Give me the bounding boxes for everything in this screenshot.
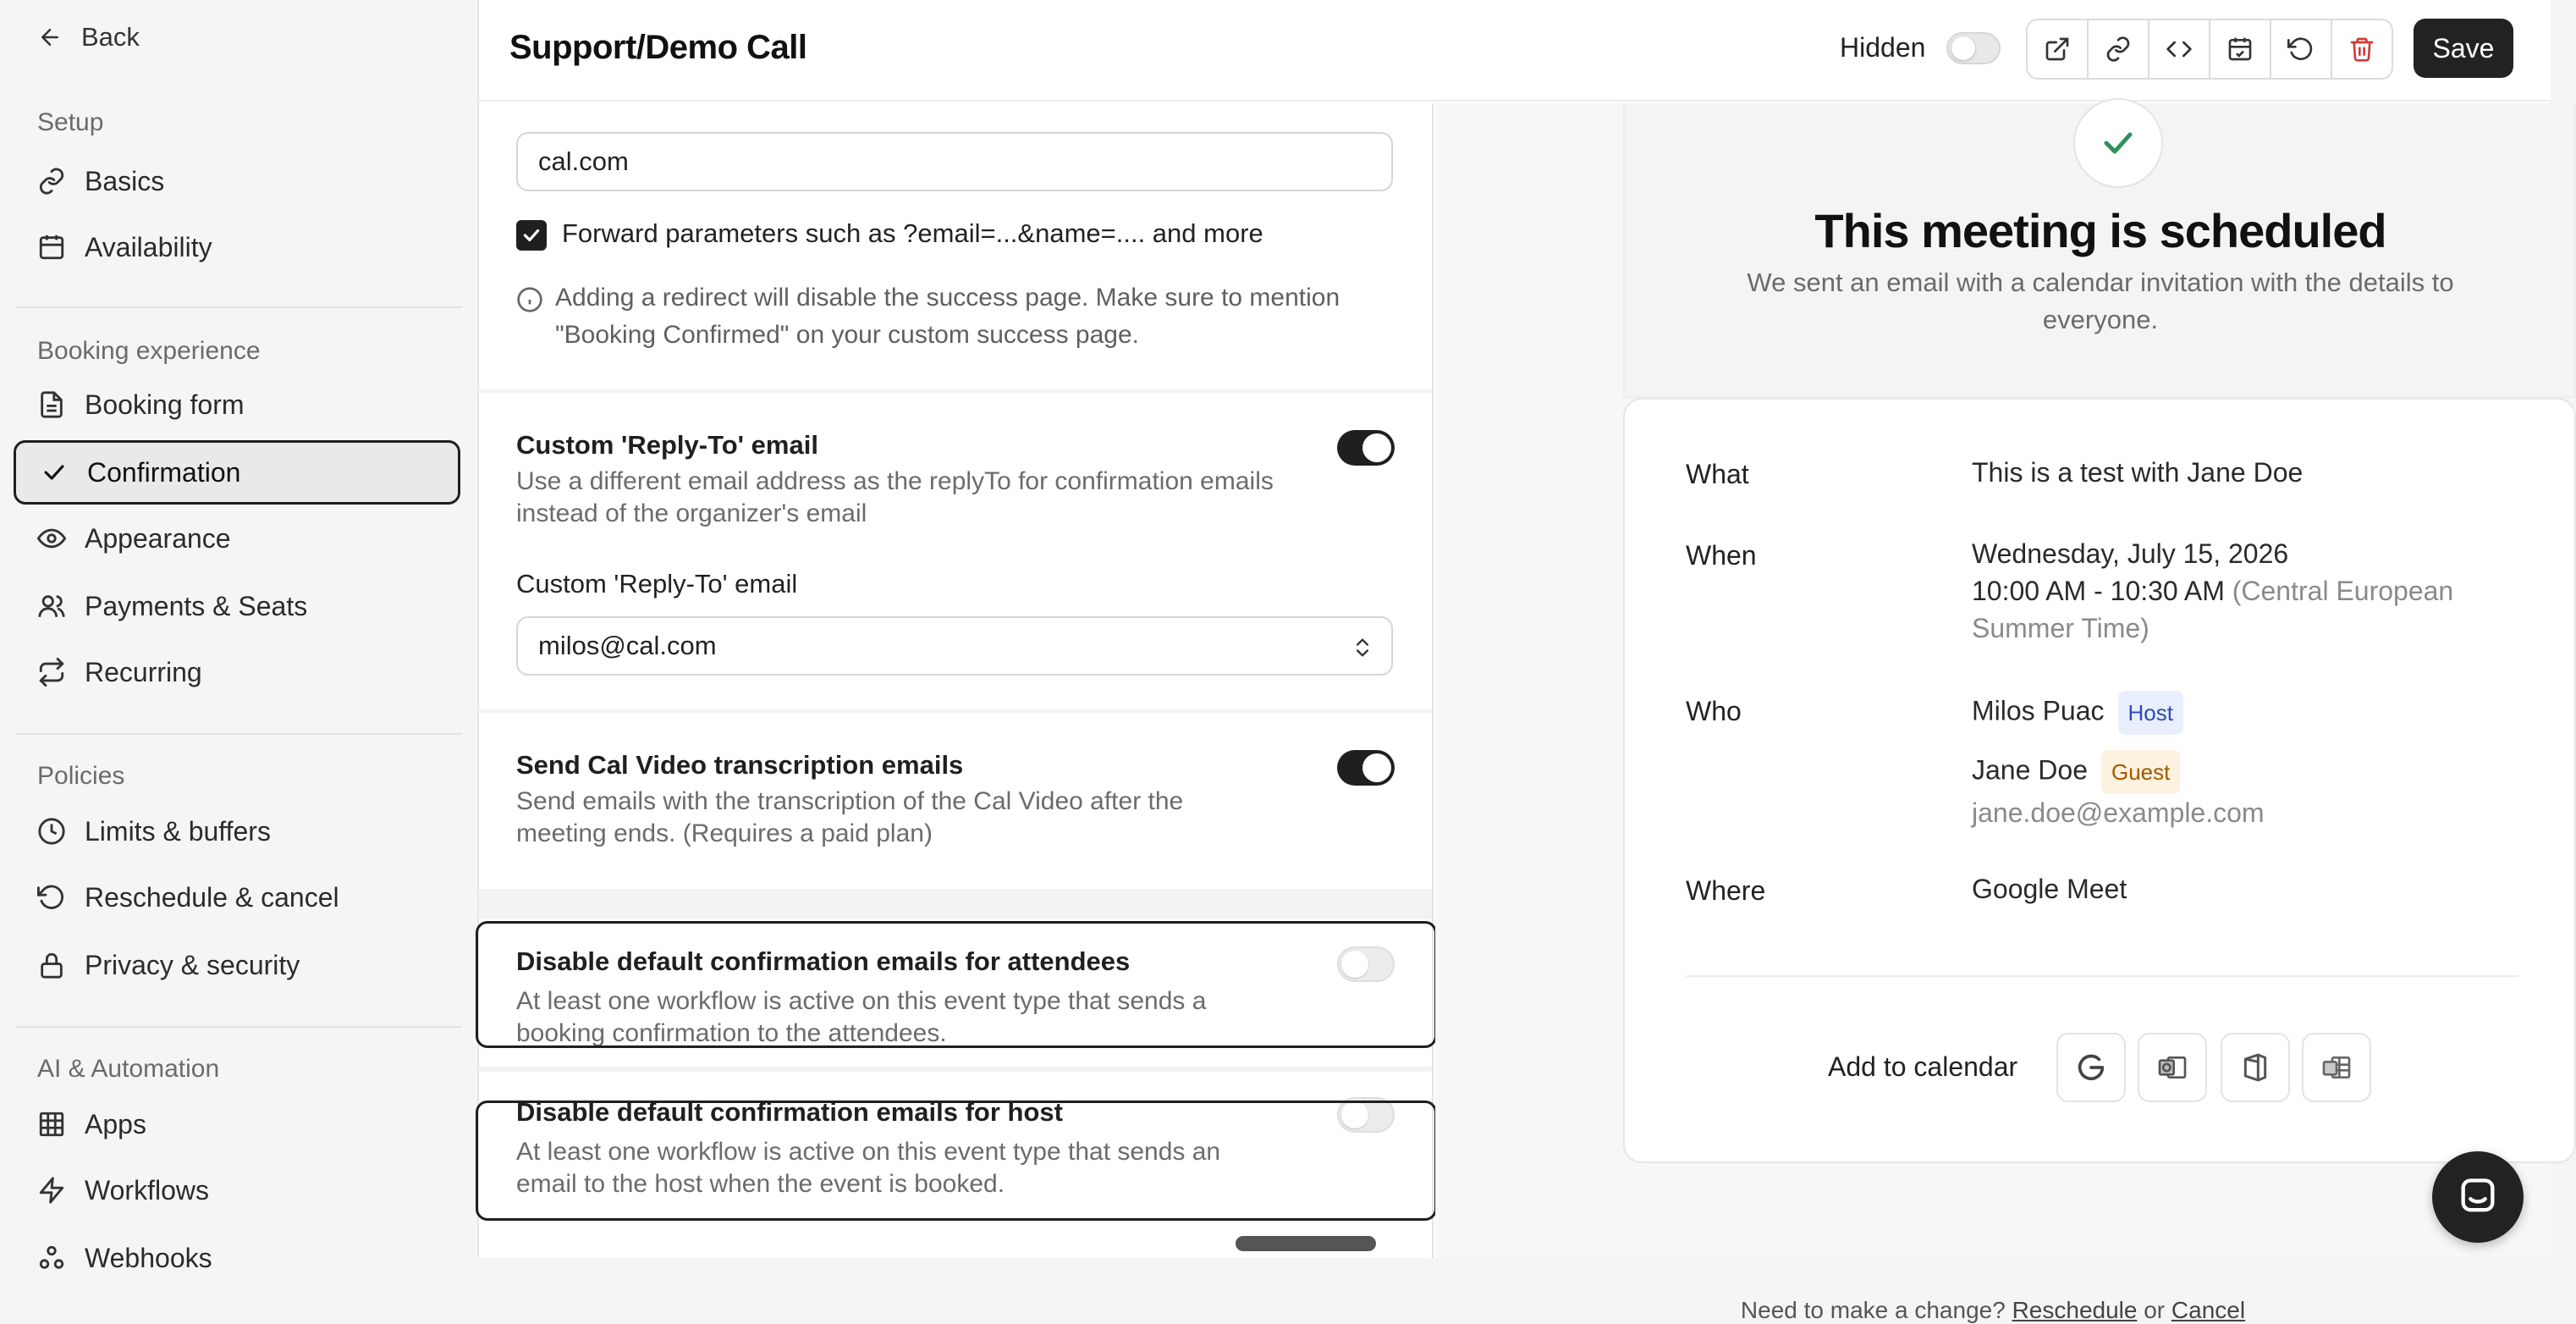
embed-button[interactable] [2149,20,2210,78]
reply-to-description: Use a different email address as the replyTo for confirmation emails instead of the organizer's email [516,467,1274,527]
outlook-calendar-icon [2320,1051,2353,1084]
guest-row [1972,750,2265,831]
calendar-icon [37,233,66,262]
sidebar-item-label: Webhooks [85,1242,212,1273]
what-value: This is a test with Jane Doe [1972,457,2304,488]
history-button[interactable] [2271,20,2332,78]
forward-params-label: Forward parameters such as ?email=...&name=.... and more [562,218,1263,248]
office-button[interactable] [2221,1033,2290,1102]
redirect-url-input[interactable]: cal.com [516,132,1393,191]
reply-to-card [479,393,1432,709]
sidebar-divider [15,306,462,308]
when-value [1972,535,2496,647]
host-row [1972,691,2183,735]
main-panel [477,0,2549,1323]
success-subheading: We sent an email with a calendar invitation with the details to everyone. [1747,268,2454,334]
details-divider [1686,975,2518,977]
booking-details-card [1623,398,2576,1163]
hidden-toggle[interactable] [1946,32,2001,64]
sidebar-item-reschedule[interactable] [14,865,460,930]
disable-host-description: At least one workflow is active on this event type that sends an email to the host when the event is booked. [516,1138,1221,1198]
outlook-button[interactable] [2138,1033,2207,1102]
section-title-booking: Booking experience [37,337,261,365]
support-chat-button[interactable] [2432,1151,2524,1243]
link-icon [2105,36,2132,63]
disable-host-title: Disable default confirmation emails for host [516,1097,1063,1127]
sidebar-divider [15,1026,462,1028]
webhook-icon [37,1244,66,1272]
where-label: Where [1686,875,1766,906]
link-icon [37,167,66,196]
forward-params-checkbox[interactable] [516,220,547,251]
guest-email: jane.doe@example.com [1972,797,2265,828]
sidebar-item-basics[interactable] [14,149,460,213]
sidebar-item-label: Apps [85,1108,146,1139]
code-icon [2166,36,2193,63]
sidebar-item-label: Limits & buffers [85,815,271,847]
who-label: Who [1686,696,1742,726]
change-footer [1435,1297,2551,1324]
calendar-button[interactable] [2210,20,2271,78]
preview-button[interactable] [2028,20,2089,78]
toolbar [2026,19,2393,80]
check-icon [520,224,542,246]
reply-to-toggle[interactable] [1337,430,1395,466]
check-icon [2098,123,2138,163]
sidebar-item-label: Recurring [85,656,202,687]
footer-or: or [2144,1297,2166,1323]
reply-to-value: milos@cal.com [538,631,717,660]
sidebar-item-availability[interactable] [14,215,460,279]
cancel-link[interactable]: Cancel [2171,1297,2246,1323]
success-heading: This meeting is scheduled [1814,204,2386,257]
disable-attendees-title: Disable default confirmation emails for attendees [516,946,1131,976]
back-label: Back [81,22,140,52]
sidebar-item-label: Basics [85,165,165,196]
horizontal-scrollbar[interactable] [1236,1236,1376,1251]
redirect-card [479,103,1432,389]
success-header [1623,103,2576,398]
highlight-frame [476,1101,1437,1221]
sidebar-item-limits[interactable] [14,799,460,863]
sidebar-item-webhooks[interactable] [14,1226,460,1290]
trash-icon [2348,36,2375,63]
clock-icon [37,817,66,846]
when-timezone: (Central European Summer Time) [1972,576,2454,643]
sidebar-item-label: Booking form [85,389,245,420]
host-badge: Host [2118,691,2183,735]
transcription-card [479,713,1432,889]
copy-link-button[interactable] [2089,20,2149,78]
sidebar-item-label: Reschedule & cancel [85,881,339,913]
highlight-frame [476,921,1437,1048]
lock-icon [37,951,66,979]
office-icon [2238,1051,2272,1084]
sidebar [0,0,477,1273]
reply-to-field-label: Custom 'Reply-To' email [516,569,798,599]
chevrons-up-down-icon [1351,633,1374,662]
info-icon [516,286,543,313]
sidebar-item-workflows[interactable] [14,1158,460,1222]
sidebar-item-label: Privacy & security [85,949,300,980]
eye-icon [37,524,66,553]
reply-to-select[interactable] [516,616,1393,676]
sidebar-item-label: Payments & Seats [85,590,308,621]
where-value: Google Meet [1972,874,2127,904]
sidebar-item-booking-form[interactable] [14,372,460,437]
guest-name: Jane Doe [1972,754,2088,786]
sidebar-item-label: Availability [85,231,212,262]
footer-prefix: Need to make a change? [1740,1297,2006,1323]
sidebar-item-privacy[interactable] [14,933,460,997]
rotate-ccw-icon [37,883,66,912]
sidebar-item-apps[interactable] [14,1092,460,1156]
sidebar-item-label: Appearance [85,522,231,554]
transcription-toggle[interactable] [1337,750,1395,786]
google-calendar-button[interactable] [2056,1033,2126,1102]
sidebar-item-recurring[interactable] [14,640,460,704]
reschedule-link[interactable]: Reschedule [2012,1297,2138,1323]
zap-icon [37,1176,66,1205]
reply-to-title: Custom 'Reply-To' email [516,430,818,460]
disable-attendees-description: At least one workflow is active on this event type that sends a booking confirmation to the attendees. [516,987,1207,1047]
page-title: Support/Demo Call [509,29,807,66]
when-label: When [1686,540,1757,571]
transcription-title: Send Cal Video transcription emails [516,750,964,780]
delete-button[interactable] [2332,20,2392,78]
check-icon [40,458,69,487]
add-to-calendar-label: Add to calendar [1828,1051,2018,1082]
settings-column [479,103,1434,1258]
sidebar-divider [15,733,462,735]
sidebar-item-label: Confirmation [87,456,241,488]
guest-badge: Guest [2101,750,2180,794]
section-title-policies: Policies [37,762,125,790]
host-name: Milos Puac [1972,695,2105,726]
save-button[interactable]: Save [2414,19,2513,78]
sidebar-item-appearance[interactable] [14,506,460,571]
transcription-description: Send emails with the transcription of the Cal Video after the meeting ends. (Requires a paid plan) [516,787,1184,847]
section-title-setup: Setup [37,108,104,136]
repeat-icon [37,658,66,687]
file-text-icon [37,390,66,419]
arrow-left-icon [37,25,63,50]
sidebar-item-label: Workflows [85,1174,209,1205]
history-icon [2287,36,2315,63]
when-date: Wednesday, July 15, 2026 [1972,538,2289,569]
preview-column [1435,103,2551,1323]
when-time: 10:00 AM - 10:30 AM [1972,576,2225,606]
calendar-check-icon [2226,36,2254,63]
chat-icon [2456,1175,2500,1219]
header [479,0,2551,102]
redirect-info-text: Adding a redirect will disable the success page. Make sure to mention "Booking Confirmed" on your custom success page. [555,284,1340,349]
users-icon [37,592,66,621]
section-title-ai: AI & Automation [37,1055,220,1083]
hidden-label: Hidden [1840,32,1926,63]
back-button[interactable] [37,19,140,56]
google-icon [2074,1051,2108,1084]
what-label: What [1686,459,1749,489]
success-badge [2073,98,2163,188]
outlook-calendar-button[interactable] [2302,1033,2371,1102]
grid-icon [37,1110,66,1139]
sidebar-item-payments[interactable] [14,574,460,638]
outlook-icon [2155,1051,2189,1084]
sidebar-item-confirmation[interactable] [14,440,460,505]
external-link-icon [2044,36,2071,63]
